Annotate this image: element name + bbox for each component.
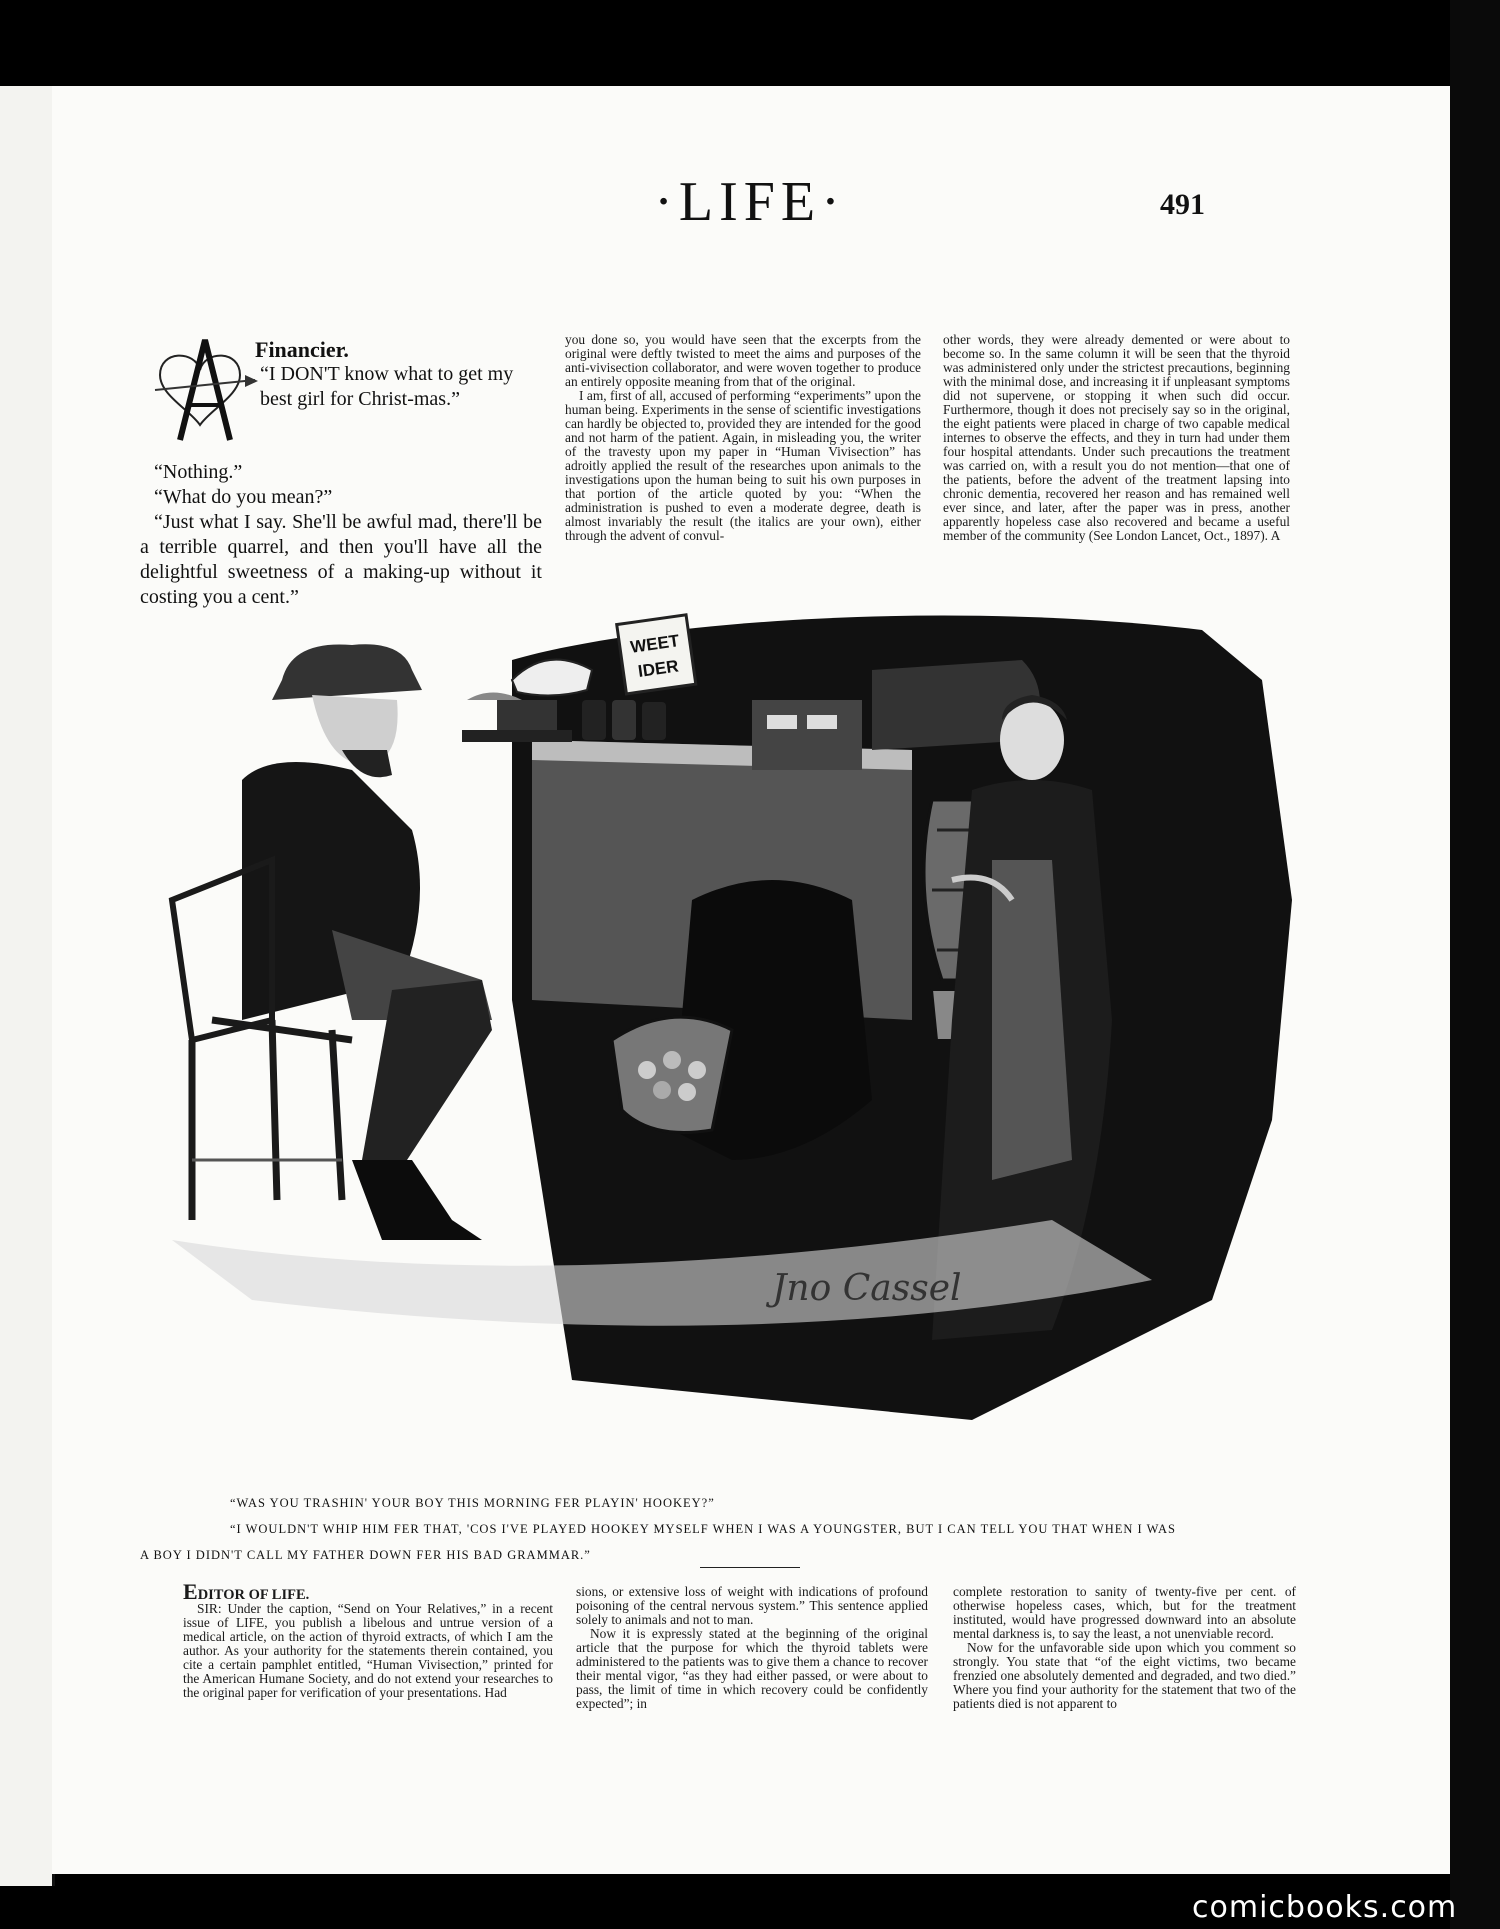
letter-heading (183, 1579, 553, 1604)
story-opening: “I DON'T know what to get my best girl for Christ‑mas.” (260, 363, 514, 410)
jars-icon (582, 700, 666, 740)
article-paragraph: I am, first of all, accused of performing “experiments” upon the human being. Experiments in the sense of scientific investigations can hardly be objected to, provided they are intended for the good and not harm of the patient. Again, in misleading you, the writer of the travesty upon my paper in “Human Vivisection” has adroitly applied the result of the researches upon animals to the investigations upon the human being to suit his own purposes in that portion of the article quoted by you: “When the administration is pushed to even a moderate degree, death is almost invariably the result (the italics are your own), either through the advent of convul- (565, 388, 921, 543)
letter-paragraph: complete restoration to sanity of twenty-five per cent. of otherwise hopeless cases, which, but for the treatment instituted, would have progressed downward into an absolute mental darkness is, to say the least, a not unenviable record. (953, 1584, 1296, 1641)
letter-column-1 (183, 1579, 553, 1700)
left-page-edge (0, 86, 55, 1886)
letter-paragraph: sions, or extensive loss of weight with indications of profound poisoning of the central nervous system.” This sentence applied solely to animals and not to man. (576, 1584, 928, 1627)
letter-heading-initial: E (183, 1579, 198, 1604)
article-column-top-1 (565, 333, 921, 613)
letter-column-2 (576, 1585, 928, 1711)
article-paragraph: other words, they were already demented or were about to become so. In the same column it will be seen that the thyroid was administered only under the strictest precautions, beginning with the minimal dose, and increasing it if unpleasant symptoms did not supervene, or stopping it when such did occur. Furthermore, though it does not precisely say so in the original, the eight patients were placed in charge of two capable medical internes to observe the effects, and they in turn had under them four hospital attendants. Under such precautions the treatment was carried on, with a result you do not mention—that one of the patients, before the advent of the treatment lapsing into chronic dementia, recovered her reason and has remained well ever since, and later, after the paper was in press, another apparently hopeless case also recovered and became a useful member of the community (See London Lancet, Oct., 1897). A (943, 333, 1290, 543)
letter-paragraph: SIR: Under the caption, “Send on Your Relatives,” in a recent issue of LIFE, you publish a libelous and untrue version of a medical article, on the action of thyroid extracts, of which I am the author. As your authority for the statements therein contained, you cite a certain pamphlet entitled, “Human Vivisection,” printed for the American Humane Society, and do not extend your researches to the original paper for verification of your presentations. Had (183, 1601, 553, 1700)
sign-text: WEET (629, 631, 681, 657)
general-store-illustration (152, 600, 1302, 1460)
letter-paragraph: Now for the unfavorable side upon which you comment so strongly. You state that “of the eight victims, two became frenzied one absolutely demented and degraded, and two died.” Where you find your authority for the statement that two of the patients died is not apparent to (953, 1640, 1296, 1711)
sign-text: IDER (636, 656, 680, 681)
letter-column-3 (953, 1585, 1296, 1711)
artist-signature: Jno Cassel (772, 1268, 962, 1309)
story-paragraph: “What do you mean?” (154, 486, 333, 508)
masthead: ·LIFE· (654, 171, 846, 233)
drop-cap-a-ornament-icon (150, 335, 260, 445)
page-number: 491 (1160, 188, 1205, 221)
story-body (140, 460, 542, 610)
caption-line: A BOY I DIDN'T CALL MY FATHER DOWN FER HIS BAD GRAMMAR.” (140, 1548, 591, 1562)
letter-heading-rest: DITOR OF LIFE. (197, 1587, 310, 1603)
caption-line: “WAS YOU TRASHIN' YOUR BOY THIS MORNING FER PLAYIN' HOOKEY?” (230, 1496, 715, 1510)
section-divider (700, 1567, 800, 1568)
story-paragraph: “Nothing.” (154, 461, 243, 483)
story-title: Financier. (255, 337, 349, 362)
watermark-brand: comicbooks.com (1192, 1890, 1458, 1925)
article-paragraph: you done so, you would have seen that the excerpts from the original were deftly twisted to meet the aims and purposes of the anti-vivisection collaborator, and were woven together to produce an entirely opposite meaning from that of the original. (565, 333, 921, 389)
story-paragraph: “Just what I say. She'll be awful mad, there'll be a terrible quarrel, and then you'll have all the delightful sweetness of a making-up without it costing you a cent.” (140, 511, 542, 608)
seated-man-figure (242, 644, 492, 1240)
binding-edge (1450, 0, 1500, 1929)
sweet-cider-sign (617, 615, 696, 694)
basket-icon (612, 1017, 732, 1132)
letter-paragraph: Now it is expressly stated at the beginning of the original article that the purpose for which the thyroid tablets were administered to the patients was to give them a chance to recover their mental vigor, “as they had either passed, or were about to pass, the limit of time in which recovery could be confidently expected”; in (576, 1626, 928, 1711)
illustration-caption (140, 1490, 1280, 1568)
caption-line: “I WOULDN'T WHIP HIM FER THAT, 'COS I'VE PLAYED HOOKEY MYSELF WHEN I WAS A YOUNGSTER, BUT I CAN TELL YOU THAT WHEN I WAS (230, 1522, 1176, 1536)
article-column-top-2 (943, 333, 1290, 613)
